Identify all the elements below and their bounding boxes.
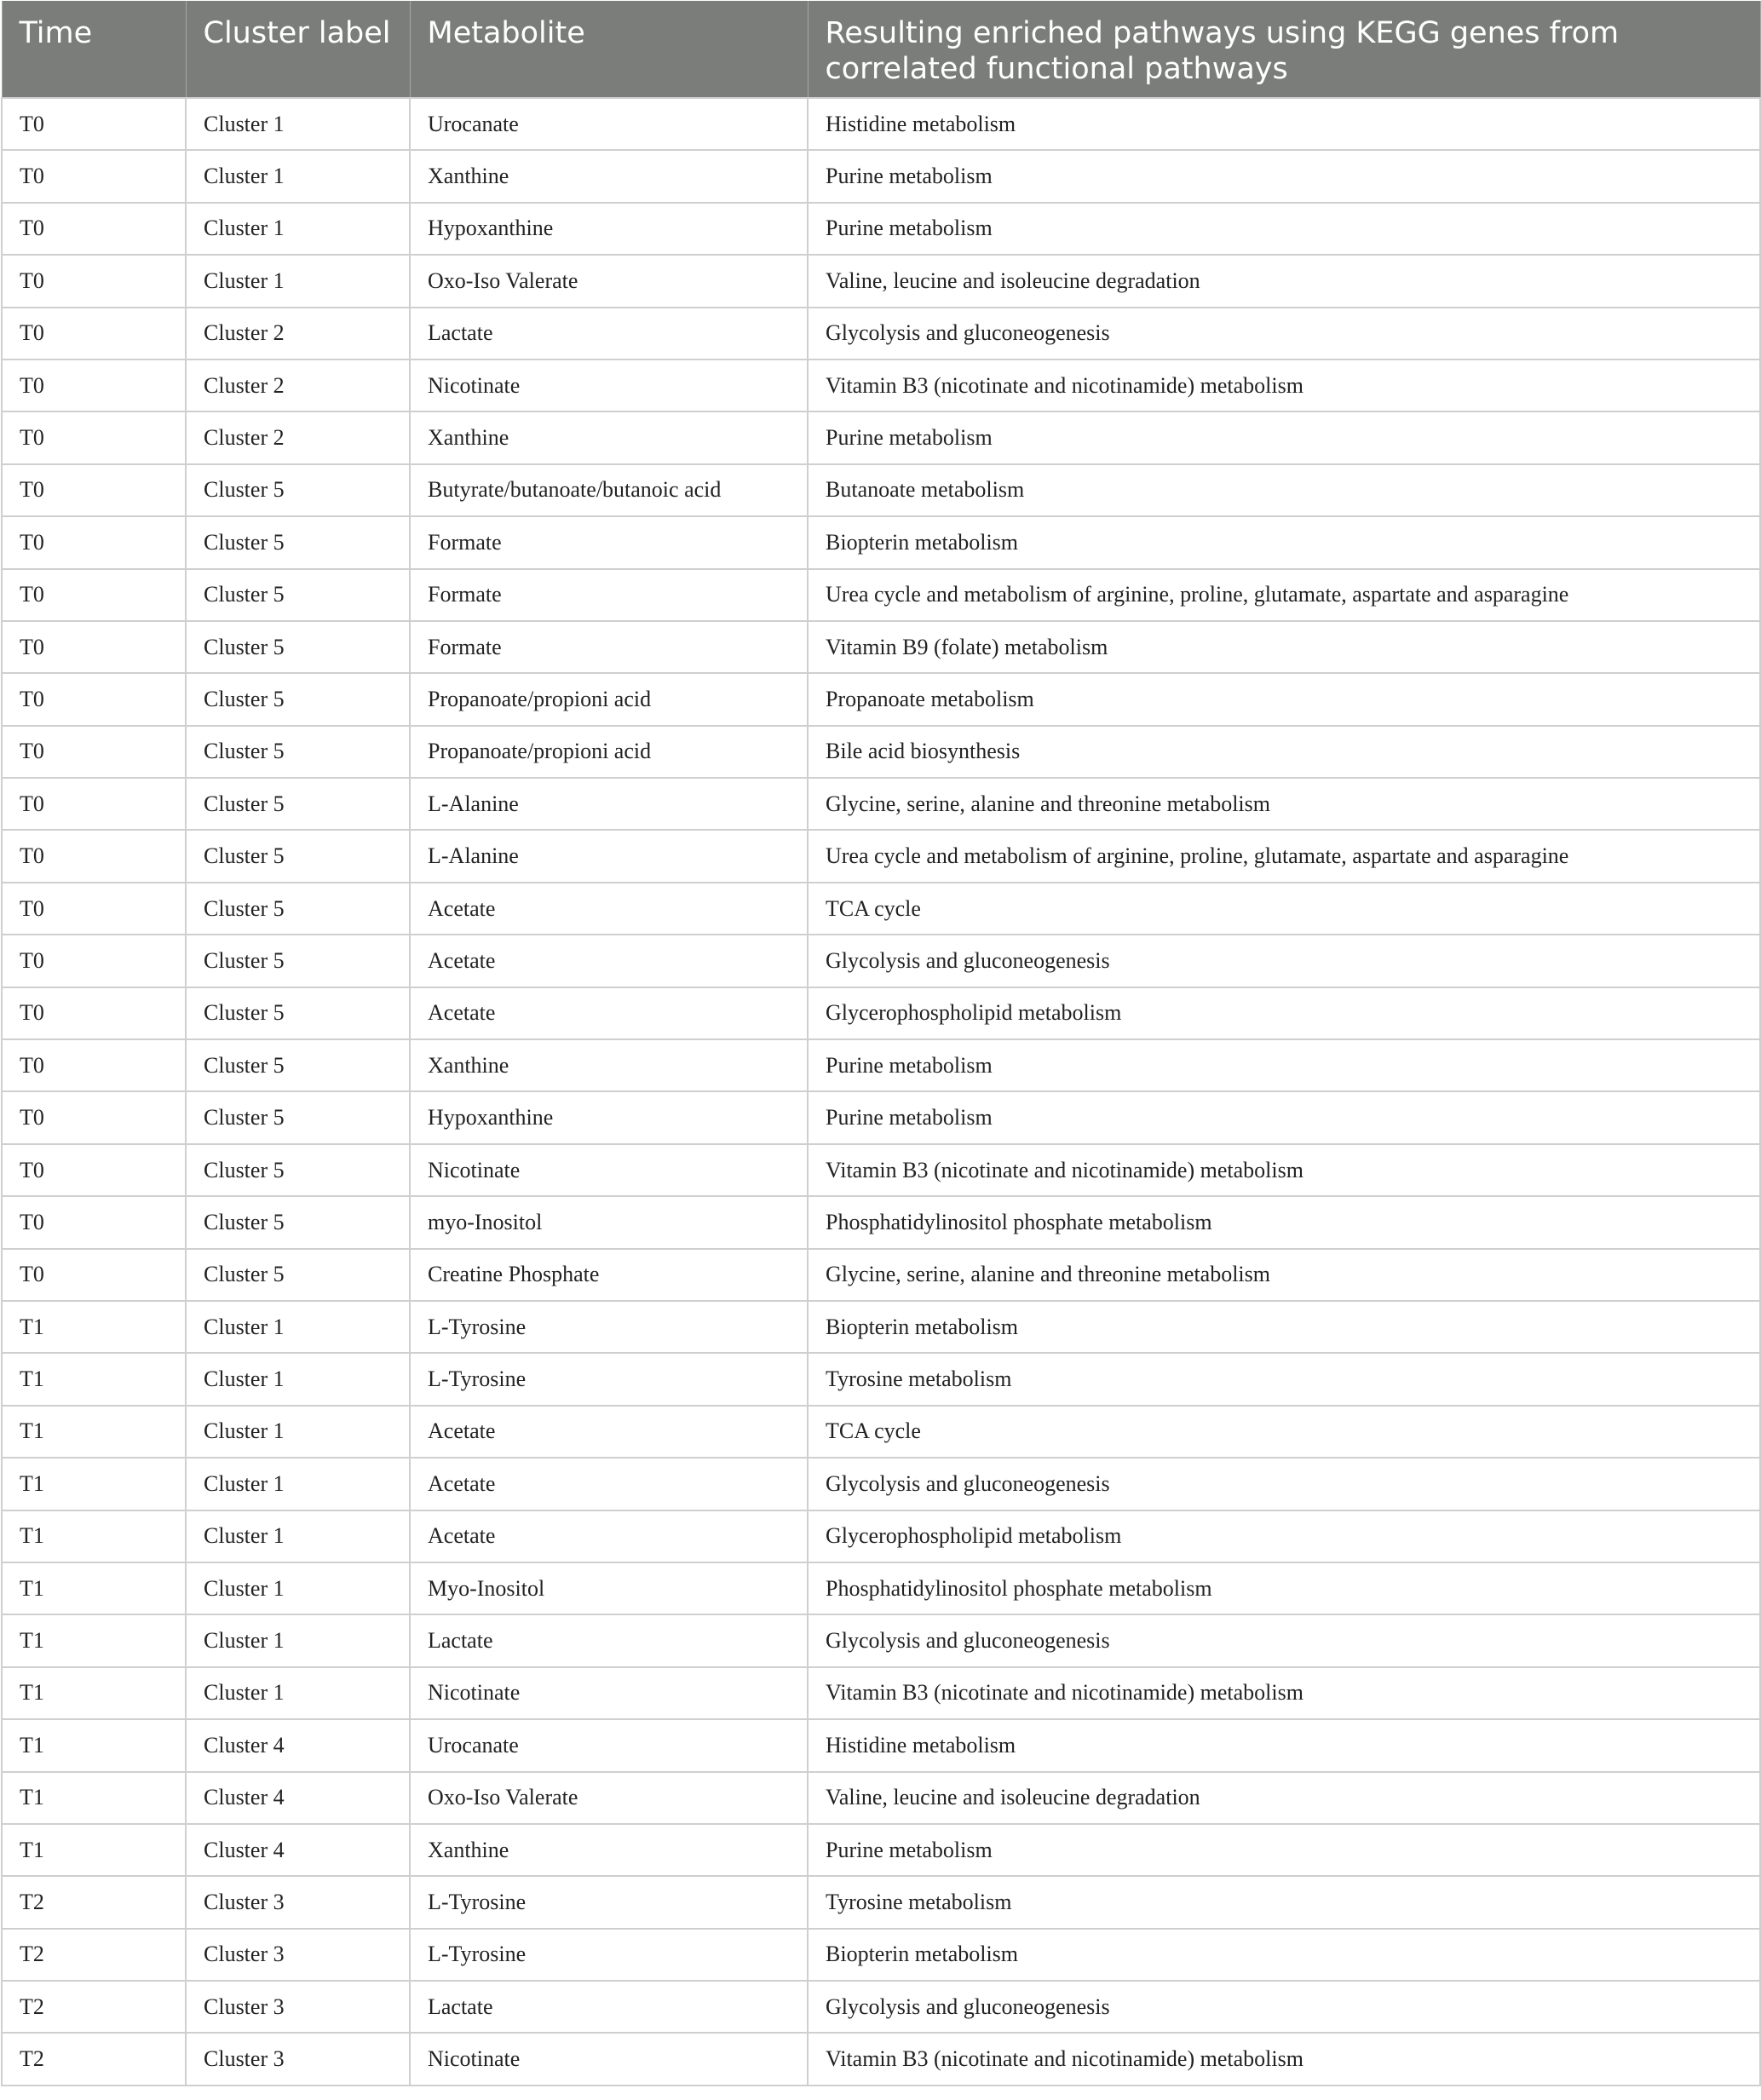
cell-cluster-label: Cluster 5: [186, 1091, 410, 1143]
cell-metabolite: Acetate: [410, 987, 808, 1039]
cell-pathway: Tyrosine metabolism: [808, 1876, 1760, 1928]
cell-pathway: Purine metabolism: [808, 1039, 1760, 1091]
cell-cluster-label: Cluster 3: [186, 1981, 410, 2033]
cell-pathway: Purine metabolism: [808, 150, 1760, 202]
table-row: [2, 464, 1760, 516]
cell-time: T0: [2, 255, 186, 307]
cell-time: T0: [2, 830, 186, 882]
cell-metabolite: Formate: [410, 569, 808, 621]
cell-pathway: Glycolysis and gluconeogenesis: [808, 1614, 1760, 1666]
cell-time: T0: [2, 516, 186, 568]
cell-metabolite: Formate: [410, 516, 808, 568]
cell-metabolite: Xanthine: [410, 1039, 808, 1091]
table-row: [2, 1614, 1760, 1666]
cell-time: T0: [2, 464, 186, 516]
cell-time: T1: [2, 1406, 186, 1458]
cell-pathway: Purine metabolism: [808, 411, 1760, 463]
cell-cluster-label: Cluster 2: [186, 360, 410, 411]
cell-time: T0: [2, 203, 186, 255]
table-row: [2, 1458, 1760, 1510]
table-row: [2, 987, 1760, 1039]
cell-metabolite: Creatine Phosphate: [410, 1249, 808, 1301]
cell-time: T1: [2, 1353, 186, 1405]
table-row: [2, 360, 1760, 411]
cell-time: T0: [2, 935, 186, 987]
cell-cluster-label: Cluster 1: [186, 1353, 410, 1405]
table-row: [2, 255, 1760, 307]
cell-pathway: Biopterin metabolism: [808, 1929, 1760, 1981]
cell-pathway: Vitamin B3 (nicotinate and nicotinamide) metabolism: [808, 2033, 1760, 2085]
table-row: [2, 1039, 1760, 1091]
cell-cluster-label: Cluster 5: [186, 516, 410, 568]
cell-time: T0: [2, 1196, 186, 1248]
cell-metabolite: Acetate: [410, 1458, 808, 1510]
cell-pathway: Glycerophospholipid metabolism: [808, 987, 1760, 1039]
cell-cluster-label: Cluster 5: [186, 673, 410, 725]
header-row: [2, 1, 1760, 98]
cell-metabolite: Xanthine: [410, 411, 808, 463]
table-row: [2, 2033, 1760, 2085]
cell-time: T2: [2, 1876, 186, 1928]
table-row: [2, 830, 1760, 882]
table-row: [2, 673, 1760, 725]
table-row: [2, 1406, 1760, 1458]
cell-time: T0: [2, 1249, 186, 1301]
cell-pathway: Histidine metabolism: [808, 1719, 1760, 1771]
cell-cluster-label: Cluster 3: [186, 1876, 410, 1928]
cell-pathway: Vitamin B3 (nicotinate and nicotinamide) metabolism: [808, 1144, 1760, 1196]
cell-cluster-label: Cluster 5: [186, 830, 410, 882]
cell-cluster-label: Cluster 1: [186, 1614, 410, 1666]
cell-pathway: TCA cycle: [808, 883, 1760, 935]
table-row: [2, 308, 1760, 360]
cell-metabolite: Xanthine: [410, 150, 808, 202]
cell-time: T0: [2, 1091, 186, 1143]
cell-metabolite: Hypoxanthine: [410, 1091, 808, 1143]
cell-metabolite: Lactate: [410, 1981, 808, 2033]
table-row: [2, 516, 1760, 568]
cell-metabolite: Acetate: [410, 883, 808, 935]
cell-time: T1: [2, 1824, 186, 1876]
cell-cluster-label: Cluster 1: [186, 98, 410, 150]
cell-time: T0: [2, 987, 186, 1039]
cell-time: T1: [2, 1458, 186, 1510]
cell-metabolite: L-Tyrosine: [410, 1301, 808, 1353]
cell-cluster-label: Cluster 2: [186, 411, 410, 463]
cell-cluster-label: Cluster 3: [186, 1929, 410, 1981]
cell-cluster-label: Cluster 1: [186, 1458, 410, 1510]
table-row: [2, 1144, 1760, 1196]
cell-pathway: Vitamin B9 (folate) metabolism: [808, 621, 1760, 673]
table-row: [2, 1719, 1760, 1771]
cell-metabolite: Nicotinate: [410, 1144, 808, 1196]
cell-cluster-label: Cluster 5: [186, 1196, 410, 1248]
table-row: [2, 1353, 1760, 1405]
table-row: [2, 778, 1760, 830]
table-row: [2, 1981, 1760, 2033]
cell-metabolite: Propanoate/propioni acid: [410, 673, 808, 725]
table-row: [2, 569, 1760, 621]
cell-time: T0: [2, 150, 186, 202]
header-time: Time: [2, 1, 186, 98]
header-metabolite: Metabolite: [410, 1, 808, 98]
header-enriched-pathways: Resulting enriched pathways using KEGG genes from correlated functional pathways: [808, 1, 1760, 98]
cell-metabolite: Lactate: [410, 308, 808, 360]
cell-time: T0: [2, 308, 186, 360]
cell-cluster-label: Cluster 4: [186, 1824, 410, 1876]
cell-metabolite: Acetate: [410, 935, 808, 987]
cell-pathway: Phosphatidylinositol phosphate metabolism: [808, 1196, 1760, 1248]
table-body: [2, 98, 1760, 2086]
cell-metabolite: L-Tyrosine: [410, 1929, 808, 1981]
cell-metabolite: Formate: [410, 621, 808, 673]
cell-pathway: Valine, leucine and isoleucine degradation: [808, 1772, 1760, 1824]
cell-time: T1: [2, 1510, 186, 1562]
cell-time: T2: [2, 2033, 186, 2085]
cell-cluster-label: Cluster 5: [186, 987, 410, 1039]
cell-cluster-label: Cluster 4: [186, 1719, 410, 1771]
cell-cluster-label: Cluster 1: [186, 1562, 410, 1614]
table-row: [2, 1824, 1760, 1876]
cell-time: T0: [2, 1144, 186, 1196]
pathway-table: [1, 1, 1761, 2086]
cell-pathway: Glycolysis and gluconeogenesis: [808, 1458, 1760, 1510]
cell-cluster-label: Cluster 5: [186, 726, 410, 778]
cell-cluster-label: Cluster 2: [186, 308, 410, 360]
cell-cluster-label: Cluster 5: [186, 1144, 410, 1196]
table-row: [2, 621, 1760, 673]
cell-metabolite: L-Tyrosine: [410, 1876, 808, 1928]
table-row: [2, 1091, 1760, 1143]
cell-cluster-label: Cluster 1: [186, 1667, 410, 1719]
table-row: [2, 883, 1760, 935]
cell-time: T0: [2, 360, 186, 411]
table-row: [2, 411, 1760, 463]
cell-time: T1: [2, 1667, 186, 1719]
cell-cluster-label: Cluster 4: [186, 1772, 410, 1824]
cell-time: T0: [2, 778, 186, 830]
cell-pathway: Vitamin B3 (nicotinate and nicotinamide) metabolism: [808, 1667, 1760, 1719]
table-row: [2, 1876, 1760, 1928]
cell-cluster-label: Cluster 5: [186, 464, 410, 516]
cell-metabolite: Nicotinate: [410, 360, 808, 411]
cell-time: T0: [2, 673, 186, 725]
table-row: [2, 1301, 1760, 1353]
table-row: [2, 1510, 1760, 1562]
cell-pathway: Glycolysis and gluconeogenesis: [808, 935, 1760, 987]
cell-pathway: TCA cycle: [808, 1406, 1760, 1458]
cell-metabolite: Hypoxanthine: [410, 203, 808, 255]
cell-time: T0: [2, 883, 186, 935]
cell-metabolite: myo-Inositol: [410, 1196, 808, 1248]
table-row: [2, 1196, 1760, 1248]
cell-pathway: Tyrosine metabolism: [808, 1353, 1760, 1405]
cell-cluster-label: Cluster 1: [186, 203, 410, 255]
cell-pathway: Glycine, serine, alanine and threonine metabolism: [808, 1249, 1760, 1301]
cell-metabolite: Xanthine: [410, 1824, 808, 1876]
cell-cluster-label: Cluster 5: [186, 621, 410, 673]
cell-metabolite: Acetate: [410, 1510, 808, 1562]
cell-pathway: Propanoate metabolism: [808, 673, 1760, 725]
cell-time: T0: [2, 621, 186, 673]
cell-cluster-label: Cluster 5: [186, 1249, 410, 1301]
table-header: [2, 1, 1760, 98]
table-row: [2, 150, 1760, 202]
table-row: [2, 1562, 1760, 1614]
cell-cluster-label: Cluster 5: [186, 778, 410, 830]
table-row: [2, 1667, 1760, 1719]
cell-pathway: Glycerophospholipid metabolism: [808, 1510, 1760, 1562]
cell-metabolite: Myo-Inositol: [410, 1562, 808, 1614]
cell-pathway: Bile acid biosynthesis: [808, 726, 1760, 778]
cell-pathway: Biopterin metabolism: [808, 516, 1760, 568]
cell-pathway: Phosphatidylinositol phosphate metabolism: [808, 1562, 1760, 1614]
cell-time: T1: [2, 1562, 186, 1614]
cell-pathway: Urea cycle and metabolism of arginine, proline, glutamate, aspartate and asparagine: [808, 569, 1760, 621]
cell-metabolite: Urocanate: [410, 1719, 808, 1771]
cell-metabolite: L-Tyrosine: [410, 1353, 808, 1405]
cell-time: T1: [2, 1614, 186, 1666]
cell-pathway: Histidine metabolism: [808, 98, 1760, 150]
cell-pathway: Vitamin B3 (nicotinate and nicotinamide) metabolism: [808, 360, 1760, 411]
cell-time: T0: [2, 1039, 186, 1091]
cell-metabolite: Oxo-Iso Valerate: [410, 1772, 808, 1824]
cell-metabolite: L-Alanine: [410, 830, 808, 882]
cell-cluster-label: Cluster 5: [186, 883, 410, 935]
cell-pathway: Glycine, serine, alanine and threonine metabolism: [808, 778, 1760, 830]
cell-metabolite: Butyrate/butanoate/butanoic acid: [410, 464, 808, 516]
cell-pathway: Biopterin metabolism: [808, 1301, 1760, 1353]
cell-pathway: Purine metabolism: [808, 1091, 1760, 1143]
cell-pathway: Butanoate metabolism: [808, 464, 1760, 516]
table-row: [2, 1929, 1760, 1981]
header-cluster-label: Cluster label: [186, 1, 410, 98]
cell-cluster-label: Cluster 3: [186, 2033, 410, 2085]
cell-pathway: Valine, leucine and isoleucine degradation: [808, 255, 1760, 307]
cell-cluster-label: Cluster 5: [186, 569, 410, 621]
cell-cluster-label: Cluster 1: [186, 255, 410, 307]
cell-time: T1: [2, 1772, 186, 1824]
table-row: [2, 1772, 1760, 1824]
table-row: [2, 98, 1760, 150]
cell-time: T0: [2, 98, 186, 150]
cell-metabolite: Urocanate: [410, 98, 808, 150]
cell-time: T2: [2, 1981, 186, 2033]
cell-cluster-label: Cluster 1: [186, 1301, 410, 1353]
cell-time: T1: [2, 1719, 186, 1771]
cell-pathway: Urea cycle and metabolism of arginine, proline, glutamate, aspartate and asparagine: [808, 830, 1760, 882]
cell-metabolite: L-Alanine: [410, 778, 808, 830]
cell-pathway: Purine metabolism: [808, 1824, 1760, 1876]
cell-metabolite: Nicotinate: [410, 2033, 808, 2085]
cell-cluster-label: Cluster 5: [186, 1039, 410, 1091]
cell-cluster-label: Cluster 5: [186, 935, 410, 987]
table-row: [2, 203, 1760, 255]
cell-metabolite: Nicotinate: [410, 1667, 808, 1719]
cell-time: T1: [2, 1301, 186, 1353]
table-row: [2, 935, 1760, 987]
cell-time: T0: [2, 569, 186, 621]
cell-metabolite: Acetate: [410, 1406, 808, 1458]
cell-cluster-label: Cluster 1: [186, 1406, 410, 1458]
cell-metabolite: Oxo-Iso Valerate: [410, 255, 808, 307]
cell-cluster-label: Cluster 1: [186, 1510, 410, 1562]
table-row: [2, 726, 1760, 778]
cell-pathway: Glycolysis and gluconeogenesis: [808, 1981, 1760, 2033]
cell-cluster-label: Cluster 1: [186, 150, 410, 202]
table-row: [2, 1249, 1760, 1301]
cell-time: T0: [2, 726, 186, 778]
cell-time: T0: [2, 411, 186, 463]
cell-pathway: Glycolysis and gluconeogenesis: [808, 308, 1760, 360]
cell-metabolite: Lactate: [410, 1614, 808, 1666]
cell-metabolite: Propanoate/propioni acid: [410, 726, 808, 778]
cell-time: T2: [2, 1929, 186, 1981]
cell-pathway: Purine metabolism: [808, 203, 1760, 255]
